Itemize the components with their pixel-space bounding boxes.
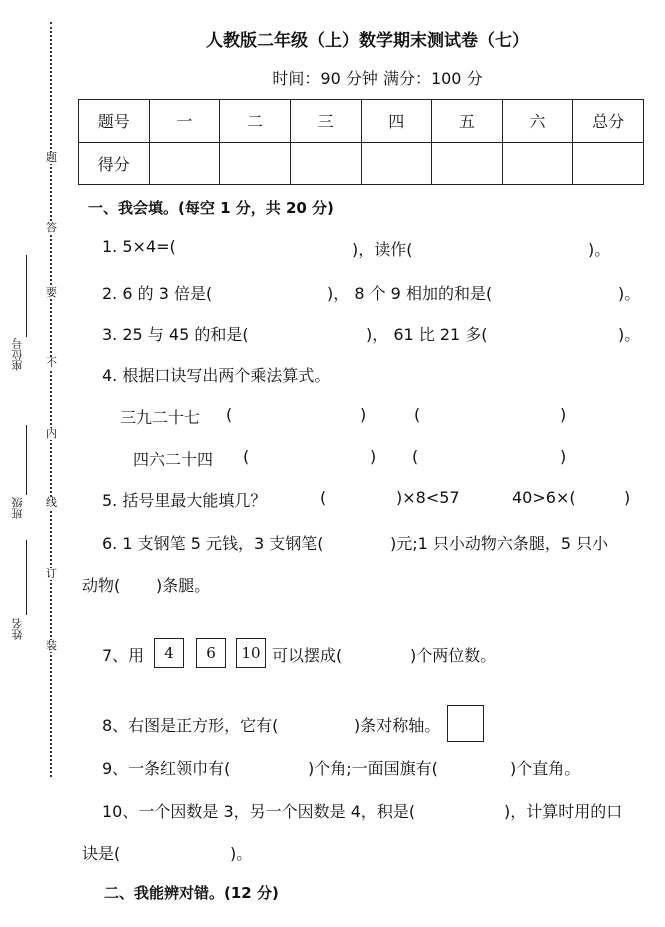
- name-line: [26, 540, 27, 615]
- number-card: 10: [236, 638, 266, 668]
- score-cell[interactable]: [220, 142, 291, 185]
- question-1-a: 1. 5×4=(: [102, 237, 176, 256]
- question-10-line-2: 诀是(: [82, 844, 121, 863]
- score-table: [78, 99, 644, 185]
- question-6-line-2: 动物(: [82, 576, 121, 595]
- question-8-b: )条对称轴。: [354, 716, 441, 735]
- question-7-c: )个两位数。: [410, 646, 497, 665]
- question-10-b: )，计算时用的口: [504, 802, 623, 821]
- question-4-line-1: 三九二十七: [120, 408, 201, 427]
- class-line: [26, 425, 27, 495]
- question-3-a: 3. 25 与 45 的和是(: [102, 325, 249, 344]
- score-cell[interactable]: [361, 142, 432, 185]
- paren: (: [414, 405, 421, 424]
- question-9-c: )个直角。: [510, 759, 581, 778]
- seat-number-line: [26, 255, 27, 337]
- binding-char: 线: [46, 496, 57, 509]
- section-heading: 二、我能辨对错。(12 分): [104, 884, 279, 902]
- paren: (: [243, 447, 250, 466]
- name-label: 姓名: [11, 618, 24, 640]
- binding-char: 内: [46, 427, 57, 440]
- score-cell[interactable]: [290, 142, 361, 185]
- question-9-b: )个角;一面国旗有(: [308, 759, 438, 778]
- question-3-b: )， 61 比 21 多(: [366, 325, 488, 344]
- number-card: 6: [196, 638, 226, 668]
- table-row-label: 得分: [79, 142, 150, 185]
- question-2-a: 2. 6 的 3 倍是(: [102, 284, 213, 303]
- table-header-cell: 二: [220, 100, 291, 143]
- section-heading: 一、我会填。(每空 1 分，共 20 分): [88, 199, 334, 217]
- table-row: [79, 142, 644, 185]
- question-2-b: )， 8 个 9 相加的和是(: [327, 284, 493, 303]
- table-header-cell: 总分: [573, 100, 644, 143]
- paren: ): [560, 405, 567, 424]
- question-4-line-2: 四六二十四: [133, 450, 214, 469]
- score-cell[interactable]: [573, 142, 644, 185]
- number-card: 4: [154, 638, 184, 668]
- class-label: 班级: [11, 497, 24, 519]
- question-6-line-2b: )条腿。: [156, 576, 211, 595]
- score-cell[interactable]: [432, 142, 503, 185]
- binding-dotted-line: [50, 22, 52, 777]
- square-figure: [447, 705, 484, 742]
- question-7-a: 7、用: [102, 646, 145, 665]
- question-5-a: )×8<57: [396, 488, 460, 507]
- binding-char: 题: [46, 151, 57, 164]
- question-2-c: )。: [618, 284, 641, 303]
- table-row: [79, 100, 644, 143]
- question-5-b: 40>6×(: [512, 488, 576, 507]
- score-cell[interactable]: [149, 142, 220, 185]
- question-7-b: 可以摆成(: [272, 646, 343, 665]
- table-header-cell: 四: [361, 100, 432, 143]
- question-1-b: )，读作(: [352, 240, 413, 259]
- binding-char: 装: [46, 639, 57, 652]
- question-6-line-1: 6. 1 支钢笔 5 元钱，3 支钢笔(: [102, 534, 324, 553]
- binding-char: 答: [46, 221, 57, 234]
- question-8-a: 8、右图是正方形，它有(: [102, 716, 279, 735]
- binding-char: 不: [46, 356, 57, 369]
- paren: ): [624, 488, 631, 507]
- paren: ): [370, 447, 377, 466]
- paren: (: [412, 447, 419, 466]
- paren: ): [360, 405, 367, 424]
- question-6-line-1b: )元;1 只小动物六条腿，5 只小: [390, 534, 609, 553]
- exam-subtitle: 时间：90 分钟 满分：100 分: [272, 69, 483, 88]
- question-9-a: 9、一条红领巾有(: [102, 759, 231, 778]
- seat-number-label: 座位号: [11, 338, 24, 371]
- exam-title: 人教版二年级（上）数学期末测试卷（七）: [206, 31, 529, 51]
- question-10-line-2b: )。: [230, 844, 253, 863]
- paren: (: [320, 488, 327, 507]
- binding-char: 要: [46, 286, 57, 299]
- table-header-cell: 题号: [79, 100, 150, 143]
- question-5-text: 5. 括号里最大能填几？: [102, 491, 267, 510]
- table-header-cell: 三: [290, 100, 361, 143]
- question-1-c: )。: [588, 240, 611, 259]
- question-3-c: )。: [618, 325, 641, 344]
- table-header-cell: 六: [502, 100, 573, 143]
- paren: (: [226, 405, 233, 424]
- table-header-cell: 五: [432, 100, 503, 143]
- binding-char: 订: [46, 567, 57, 580]
- question-4-text: 4. 根据口诀写出两个乘法算式。: [102, 366, 331, 385]
- table-header-cell: 一: [149, 100, 220, 143]
- paren: ): [560, 447, 567, 466]
- question-10-a: 10、一个因数是 3，另一个因数是 4，积是(: [102, 802, 416, 821]
- score-cell[interactable]: [502, 142, 573, 185]
